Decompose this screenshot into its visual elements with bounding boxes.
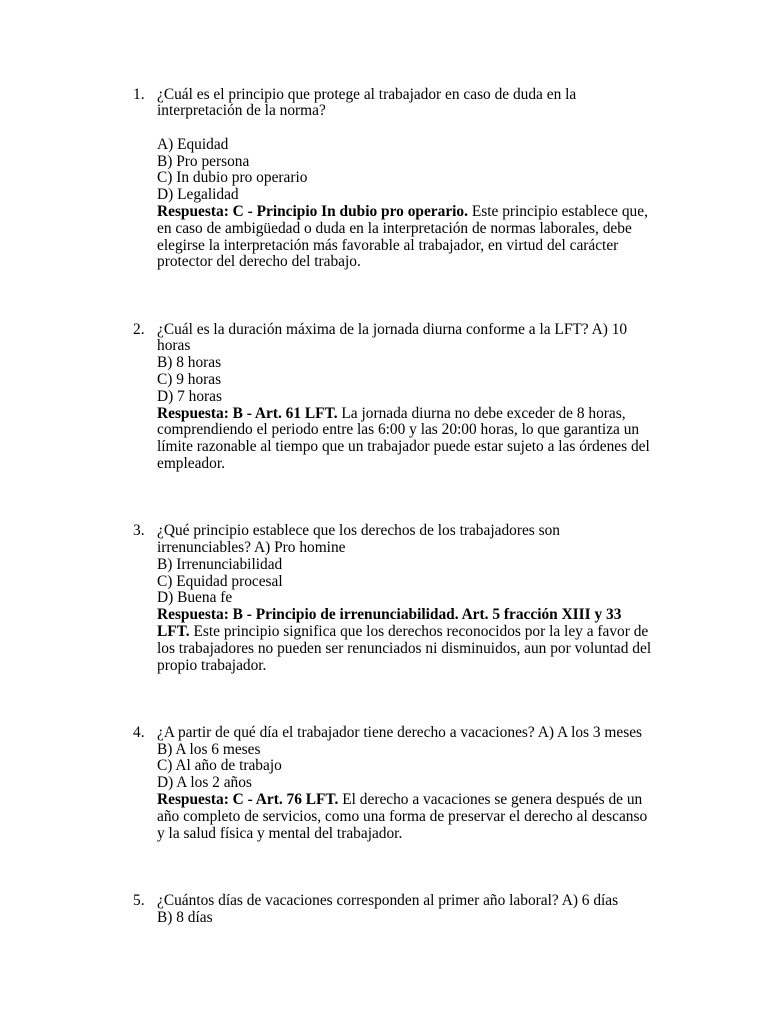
options-list	[157, 910, 713, 927]
answer-text: y la salud física y mental del trabajador.	[157, 824, 403, 842]
options-list	[157, 557, 713, 607]
answer-text: en caso de ambigüedad o duda en la interpretación de normas laborales, debe	[157, 219, 632, 237]
question-line: horas	[157, 337, 191, 355]
answer-line	[157, 254, 713, 271]
option-item: D) 7 horas	[157, 387, 222, 405]
question-line: ¿Cuál es el principio que protege al trabajador en caso de duda en la	[157, 85, 577, 103]
option-item: C) Al año de trabajo	[157, 757, 282, 775]
answer-text: año completo de servicios, como una forma de preservar el derecho al descanso	[157, 807, 648, 825]
answer-text: protector del derecho del trabajo.	[157, 253, 361, 271]
question-number: 5.	[133, 891, 145, 909]
option-item: D) A los 2 años	[157, 774, 252, 792]
options-list	[157, 137, 713, 204]
option-item: C) Equidad procesal	[157, 572, 283, 590]
answer-line	[157, 624, 713, 641]
question-item	[133, 725, 713, 843]
answer-line	[157, 221, 713, 238]
answer-block	[157, 607, 713, 674]
answer-line	[157, 658, 713, 675]
question-line: ¿Cuántos días de vacaciones corresponden al primer año laboral? A) 6 días	[157, 891, 619, 909]
question-number: 1.	[133, 85, 145, 103]
answer-line	[157, 826, 713, 843]
question-item	[133, 87, 713, 272]
answer-line	[157, 641, 713, 658]
answer-block	[157, 792, 713, 842]
answer-text: elegirse la interpretación más favorable al trabajador, en virtud del carácter	[157, 236, 619, 254]
answer-text: La jornada diurna no debe exceder de 8 horas,	[341, 404, 626, 422]
answer-block	[157, 204, 713, 271]
answer-line	[157, 422, 713, 439]
question-body	[157, 523, 713, 674]
question-line: irrenunciables? A) Pro homine	[157, 539, 346, 557]
answer-text: límite razonable al tiempo que un trabajador puede estar sujeto a las órdenes del	[157, 438, 650, 456]
option-item: B) 8 horas	[157, 354, 222, 372]
answer-text: empleador.	[157, 455, 225, 473]
answer-line	[157, 204, 713, 221]
question-text	[157, 893, 713, 910]
option-item: A) Equidad	[157, 135, 229, 153]
answer-text: propio trabajador.	[157, 656, 267, 674]
question-text	[157, 322, 713, 356]
question-line: ¿Qué principio establece que los derechos de los trabajadores son	[157, 522, 561, 540]
question-number: 3.	[133, 522, 145, 540]
answer-text: Este principio establece que,	[471, 203, 648, 221]
question-item	[133, 893, 713, 927]
question-text	[157, 725, 713, 742]
answer-label: LFT.	[157, 623, 190, 640]
options-list	[157, 355, 713, 405]
answer-line	[157, 792, 713, 809]
question-line: ¿A partir de qué día el trabajador tiene derecho a vacaciones? A) A los 3 meses	[157, 723, 643, 741]
option-item: C) In dubio pro operario	[157, 169, 308, 187]
question-text	[157, 523, 713, 557]
answer-text: Este principio significa que los derechos reconocidos por la ley a favor de	[193, 623, 649, 640]
option-item: B) Pro persona	[157, 152, 250, 170]
question-item	[133, 322, 713, 473]
answer-label: Respuesta: C - Principio In dubio pro operario.	[157, 203, 468, 221]
answer-line	[157, 439, 713, 456]
answer-line	[157, 456, 713, 473]
question-list	[133, 87, 713, 977]
question-body	[157, 725, 713, 843]
answer-label: Respuesta: B - Art. 61 LFT.	[157, 404, 338, 422]
option-item: D) Buena fe	[157, 589, 233, 607]
question-body	[157, 87, 713, 272]
answer-label: Respuesta: B - Principio de irrenunciabilidad. Art. 5 fracción XIII y 33	[157, 606, 622, 624]
question-text	[157, 87, 713, 121]
answer-line	[157, 406, 713, 423]
option-item: C) 9 horas	[157, 371, 222, 389]
answer-text: El derecho a vacaciones se genera después de un	[342, 790, 643, 808]
options-list	[157, 742, 713, 792]
answer-label: Respuesta: C - Art. 76 LFT.	[157, 790, 339, 808]
question-line: ¿Cuál es la duración máxima de la jornada diurna conforme a la LFT? A) 10	[157, 320, 628, 338]
question-number: 4.	[133, 723, 145, 741]
question-item	[133, 523, 713, 674]
option-item: D) Legalidad	[157, 186, 239, 204]
question-body	[157, 322, 713, 473]
answer-block	[157, 406, 713, 473]
answer-line	[157, 809, 713, 826]
answer-line	[157, 238, 713, 255]
option-item: B) 8 días	[157, 908, 213, 926]
question-number: 2.	[133, 320, 145, 338]
question-line: interpretación de la norma?	[157, 102, 326, 120]
answer-text: los trabajadores no pueden ser renunciados ni disminuidos, aun por voluntad del	[157, 639, 652, 657]
option-item: B) Irrenunciabilidad	[157, 555, 283, 573]
option-item: B) A los 6 meses	[157, 740, 261, 758]
answer-text: comprendiendo el periodo entre las 6:00 y las 20:00 horas, lo que garantiza un	[157, 421, 640, 439]
answer-line	[157, 607, 713, 624]
question-body	[157, 893, 713, 927]
